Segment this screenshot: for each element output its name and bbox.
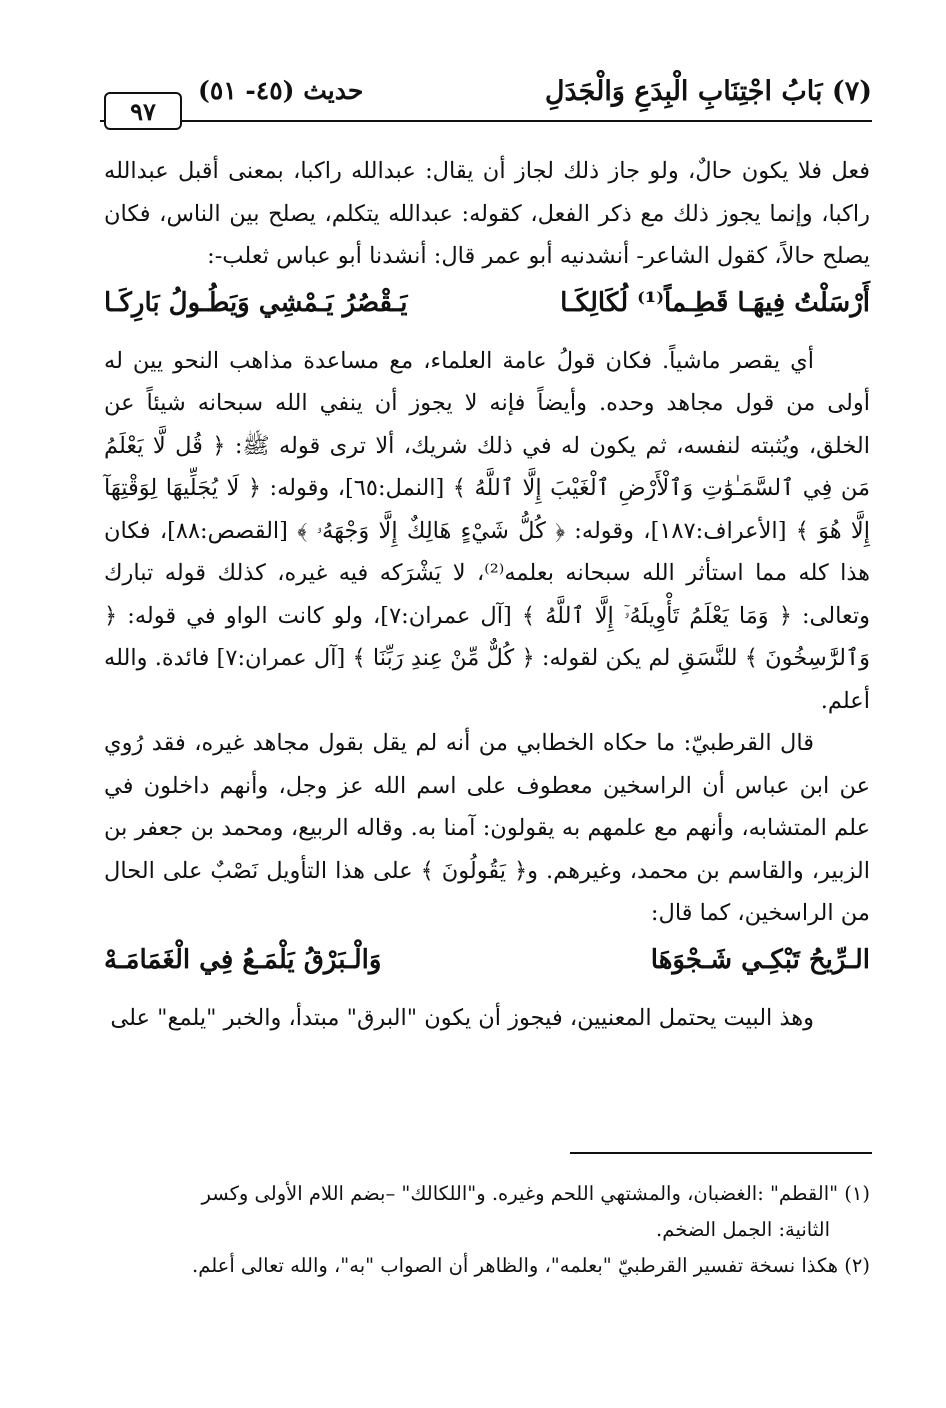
poetry-verse-2 xyxy=(104,935,870,989)
verse-2-first-hemistich: الـرِّيحُ تَبْكِـي شَـجْوَهَا xyxy=(650,944,870,975)
footnote-1: (١) "القطم" :الغضبان، والمشتهي اللحم وغيره. و"اللكالك" –بضم اللام الأولى وكسر xyxy=(201,1182,870,1205)
main-text xyxy=(104,150,870,1039)
footnote-2: (٢) هكذا نسخة تفسير القرطبيّ "بعلمه"، والظاهر أن الصواب "به"، والله تعالى أعلم. xyxy=(192,1254,870,1277)
page-number: ٩٧ xyxy=(104,92,182,130)
verse-1-first-hemistich: أَرْسَلْتُ فِيهَـا قَطِـماً⁽¹⁾ لُكَالِكَـا xyxy=(560,287,870,318)
hadith-range: حديث (٤٥- ٥١) xyxy=(198,76,364,105)
verse-1-second-hemistich: يَـقْصُرُ يَـمْشِي وَيَطُـولُ بَارِكَـا xyxy=(104,287,408,318)
header-rule xyxy=(100,120,872,122)
verse-2-second-hemistich: وَالْـبَرْقُ يَلْمَـعُ فِي الْغَمَامَـهْ xyxy=(104,944,382,975)
page-header xyxy=(100,70,872,126)
footnote-separator xyxy=(570,1152,872,1154)
paragraph-3: قال القرطبيّ: ما حكاه الخطابي من أنه لم يقل بقول مجاهد غيره، فقد رُوي عن ابن عباس أن الراسخين معطوف على اسم الله عز وجل، وأنهم داخلون في علم المتشابه، وأنهم مع علمهم به يقولون: آمنا به. وقاله الربيع، ومحمد بن جعفر بن الزبير، والقاسم بن محمد، وغيرهم. و﴿ يَقُولُونَ ﴾ على هذا التأويل نَصْبٌ على الحال من الراسخين، كما قال: xyxy=(104,730,870,926)
chapter-title: (٧) بَابُ اجْتِنَابِ الْبِدَعِ وَالْجَدَلِ xyxy=(544,76,872,107)
paragraph-1: فعل فلا يكون حالٌ، ولو جاز ذلك لجاز أن يقال: عبدالله راكبا، بمعنى أقبل عبدالله راكبا، وإنما يجوز ذلك مع ذكر الفعل، كقوله: عبدالله يتكلم، يصلح بين الناس، فكان يصلح حالاً، كقول الشاعر- أنشدنيه أبو عمر قال: أنشدنا أبو عباس ثعلب-: xyxy=(104,158,870,269)
paragraph-2: أي يقصر ماشياً. فكان قولُ عامة العلماء، مع مساعدة مذاهب النحو يين له أولى من قول مجاهد وحده. وأيضاً فإنه لا يجوز أن ينفي الله سبحانه شيئاً عن الخلق، ويُثبته لنفسه، ثم يكون له في ذلك شريك، ألا ترى قوله ﷺ: ﴿ قُل لَّا يَعْلَمُ مَن فِي ٱلسَّمَـٰوَٰتِ وَٱلْأَرْضِ ٱلْغَيْبَ إِلَّا ٱللَّهُ ﴾ [النمل:٦٥]، وقوله: ﴿ لَا يُجَلِّيهَا لِوَقْتِهَآ إِلَّا هُوَ ﴾ [الأعراف:١٨٧]، وقوله: ﴿ كُلُّ شَيْءٍ هَالِكٌ إِلَّا وَجْهَهُۥ ﴾ [القصص:٨٨]، فكان هذا كله مما استأثر الله سبحانه بعلمه⁽²⁾، لا يَشْرَكه فيه غيره، كذلك قوله تبارك وتعالى: ﴿ وَمَا يَعْلَمُ تَأْوِيلَهُۥٓ إِلَّا ٱللَّهُ ﴾ [آل عمران:٧]، ولو كانت الواو في قوله: ﴿ وَٱلرَّٰسِخُونَ ﴾ للنَّسَقِ لم يكن لقوله: ﴿ كُلٌّ مِّنْ عِندِ رَبِّنَا ﴾ [آل عمران:٧] فائدة. والله أعلم. xyxy=(104,347,871,714)
footnote-1-continuation: الثانية: الجمل الضخم. xyxy=(656,1218,830,1241)
footnotes xyxy=(104,1176,870,1284)
paragraph-4: وهذ البيت يحتمل المعنيين، فيجوز أن يكون "البرق" مبتدأ، والخبر "يلمع" على xyxy=(110,1004,814,1031)
poetry-verse-1 xyxy=(104,278,870,332)
